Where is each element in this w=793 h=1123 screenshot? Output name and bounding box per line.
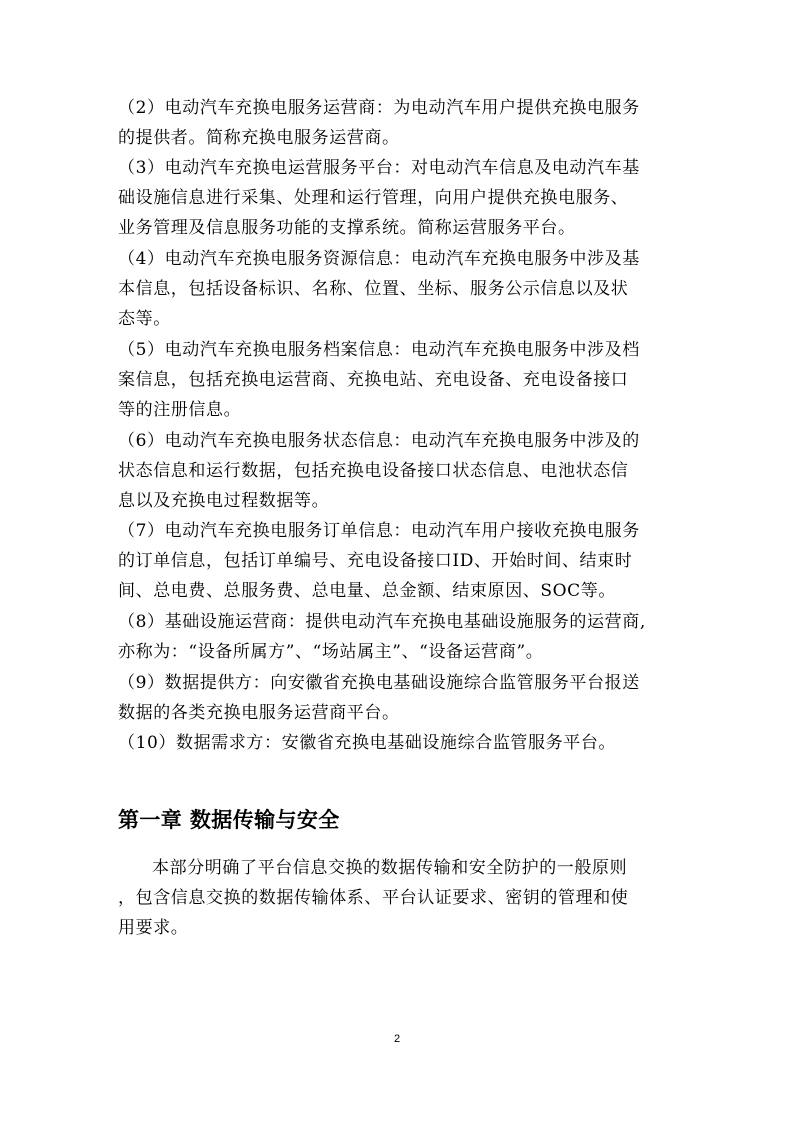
chapter-paragraph-line-3: 用要求。 [118,918,189,938]
definition-8-line-2: 亦称为：“设备所属方”、“场站属主”、“设备运营商”。 [118,642,544,662]
definition-9-line-1: （9）数据提供方：向安徽省充换电基础设施综合监管服务平台报送 [118,673,640,693]
definition-3-line-3: 业务管理及信息服务功能的支撑系统。简称运营服务平台。 [118,218,576,238]
definition-5-line-1: （5）电动汽车充换电服务档案信息：电动汽车充换电服务中涉及档 [118,340,640,360]
definition-10-line-1: （10）数据需求方：安徽省充换电基础设施综合监管服务平台。 [118,733,617,753]
page-number: 2 [393,1033,401,1045]
definition-6-line-2: 状态信息和运行数据，包括充换电设备接口状态信息、电池状态信 [118,461,629,481]
definition-7-line-2: 的订单信息，包括订单编号、充电设备接口ID、开始时间、结束时 [118,551,633,571]
definition-8-line-1: （8）基础设施运营商：提供电动汽车充换电基础设施服务的运营商, [118,612,646,632]
definition-5-line-3: 等的注册信息。 [118,400,242,420]
definition-2-line-2: 的提供者。简称充换电服务运营商。 [118,128,400,148]
chapter-paragraph-line-1: 本部分明确了平台信息交换的数据传输和安全防护的一般原则 [152,858,628,878]
definition-4-line-1: （4）电动汽车充换电服务资源信息：电动汽车充换电服务中涉及基 [118,249,640,269]
chapter-title: 第一章 数据传输与安全 [118,808,340,832]
definition-3-line-2: 础设施信息进行采集、处理和运行管理，向用户提供充换电服务、 [118,188,629,208]
definition-7-line-3: 间、总电费、总服务费、总电量、总金额、结束原因、SOC等。 [118,581,616,601]
definition-2-line-1: （2）电动汽车充换电服务运营商：为电动汽车用户提供充换电服务 [118,98,640,118]
chapter-paragraph-line-2: ，包含信息交换的数据传输体系、平台认证要求、密钥的管理和使 [118,888,629,908]
definition-6-line-3: 息以及充换电过程数据等。 [118,491,330,511]
definition-6-line-1: （6）电动汽车充换电服务状态信息：电动汽车充换电服务中涉及的 [118,431,640,451]
definition-4-line-2: 本信息，包括设备标识、名称、位置、坐标、服务公示信息以及状 [118,279,629,299]
definition-3-line-1: （3）电动汽车充换电运营服务平台：对电动汽车信息及电动汽车基 [118,158,640,178]
definition-5-line-2: 案信息，包括充换电运营商、充换电站、充电设备、充电设备接口 [118,370,629,390]
definition-7-line-1: （7）电动汽车充换电服务订单信息：电动汽车用户接收充换电服务 [118,521,640,541]
definition-9-line-2: 数据的各类充换电服务运营商平台。 [118,703,400,723]
definition-4-line-3: 态等。 [118,309,171,329]
